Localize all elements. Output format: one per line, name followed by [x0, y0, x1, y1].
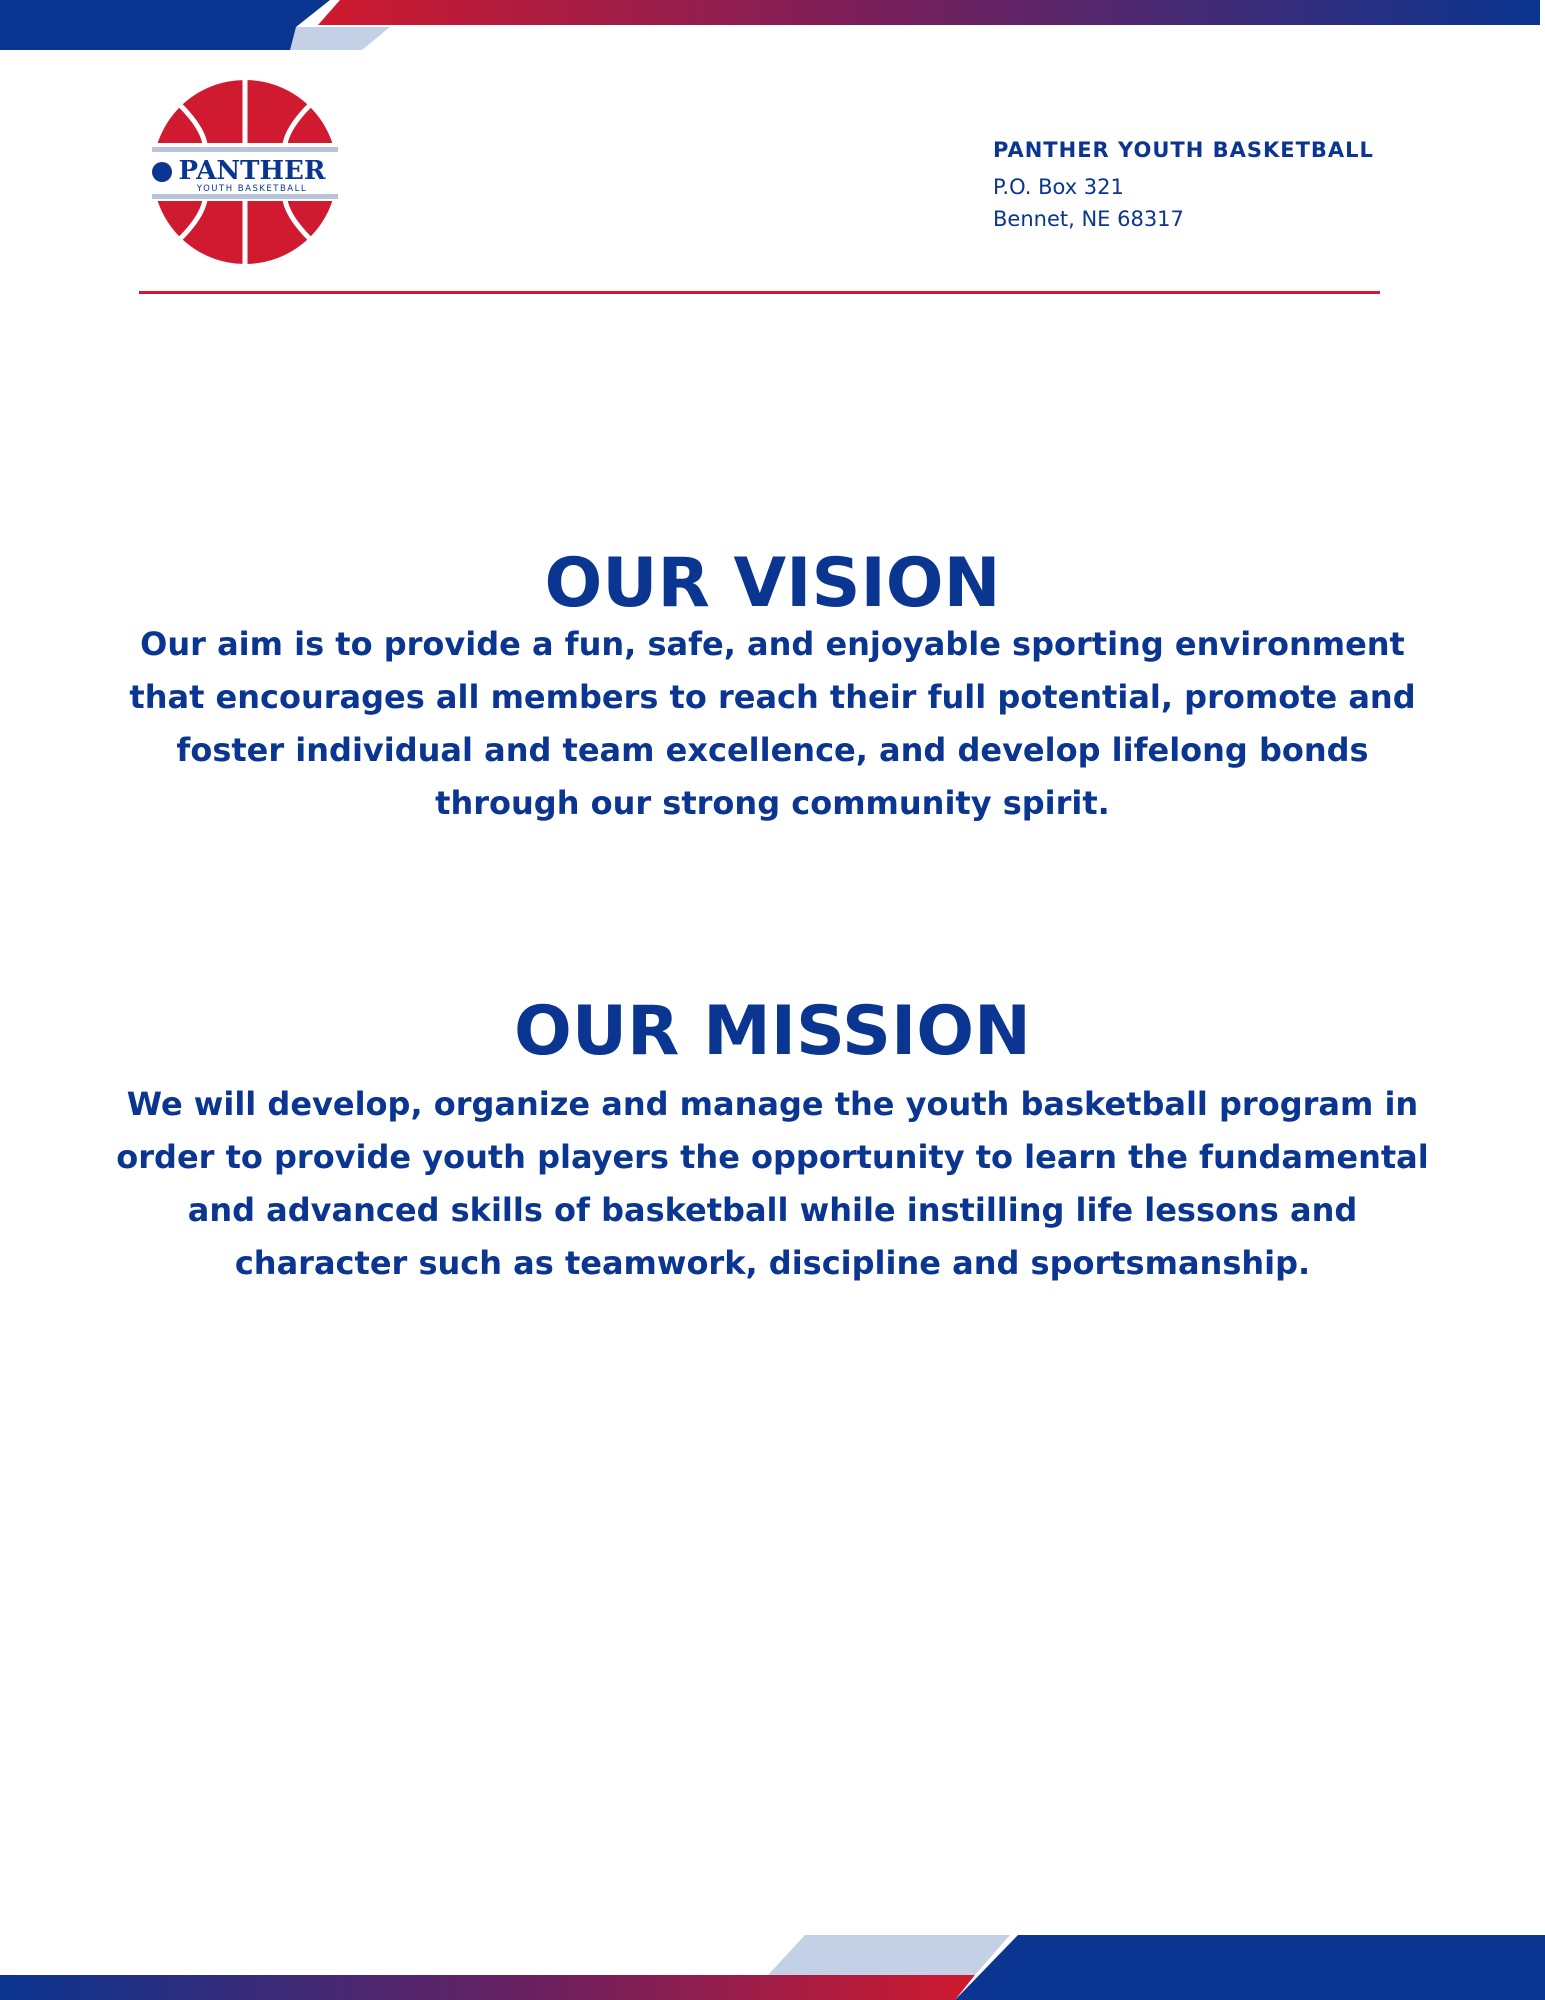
- org-address-line1: P.O. Box 321: [993, 175, 1124, 199]
- panther-basketball-logo: [150, 75, 340, 270]
- logo-subtext: YOUTH BASKETBALL: [196, 184, 308, 194]
- mission-section: [100, 988, 1445, 1290]
- mission-heading: OUR MISSION: [514, 992, 1031, 1071]
- vision-section: [100, 540, 1445, 830]
- mission-body: We will develop, organize and manage the youth basketball program in order to provide youth players the opportunity to learn the fundamental and advanced skills of basketball while instilling life lessons and character such as teamwork, discipline and sportsmanship.: [116, 1085, 1429, 1282]
- bottom-decorative-banner: [0, 1930, 1545, 2000]
- top-decorative-banner: [0, 0, 1545, 60]
- org-contact-block: [993, 138, 1374, 235]
- logo-wordmark: PANTHER: [178, 156, 326, 186]
- header-divider: [139, 291, 1380, 294]
- vision-body: Our aim is to provide a fun, safe, and enjoyable sporting environment that encourages all members to reach their full potential, promote and foster individual and team excellence, and develop lifelong bonds through our strong community spirit.: [129, 625, 1416, 822]
- org-address-line2: Bennet, NE 68317: [993, 207, 1184, 231]
- vision-heading: OUR VISION: [544, 544, 1001, 623]
- org-name: PANTHER YOUTH BASKETBALL: [993, 138, 1374, 162]
